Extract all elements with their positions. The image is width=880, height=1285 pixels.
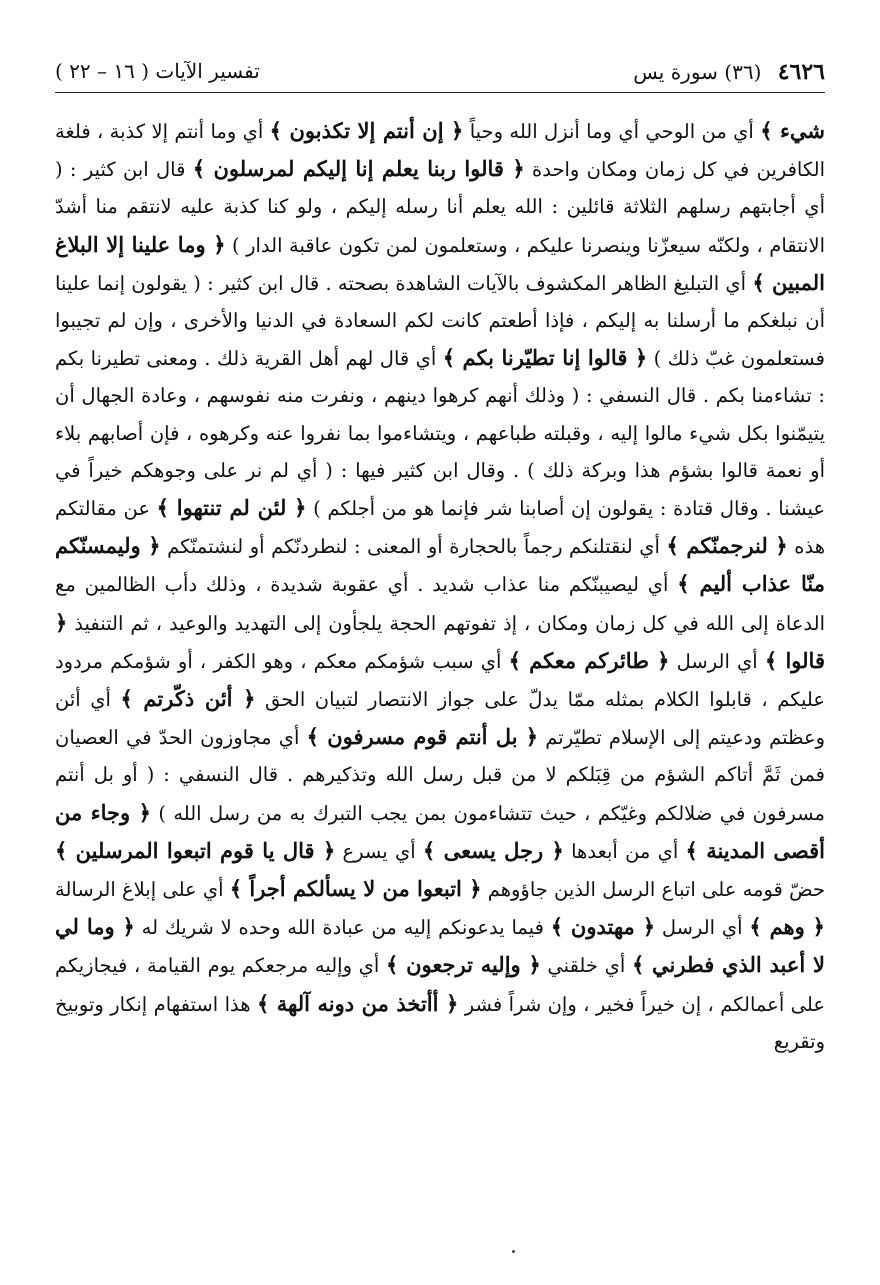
commentary-text: أي التبليغ الظاهر المكشوف بالآيات الشاهدة بصحته . قال ابن كثير : ( يقولون إنما علينا أن نبلغكم ما أرسلنا به إليكم ، فإذا أطعتم كانت لكم السعادة في الدنيا والأخرى ، وإن لم تجيبوا فستعلمون غبّ ذلك ) [55,271,825,371]
quran-quote: ﴿ قالوا إنا تطيّرنا بكم ﴾ [442,345,648,371]
quran-quote: ﴿ لئن لم تنتهوا ﴾ [156,495,307,521]
surah-title: (٣٦) سورة يس [633,60,762,84]
commentary-text: أي من الوحي أي وما أنزل الله وحياً [463,120,761,143]
paragraph [55,112,825,1060]
quran-quote: ﴿ وما لي لا أعبد الذي فطرني ﴾ [55,914,825,978]
quran-quote: ﴿ وإليه ترجعون ﴾ [386,952,541,978]
commentary-text: فيما يدعونكم إليه من عبادة الله وحده لا شريك له [134,916,551,940]
page-header [55,55,825,89]
quran-quote: ﴿ وجاء من أقصى المدينة ﴾ [55,799,825,863]
commentary-text: أي ليصيبنّكم منا عذاب شديد . أي عقوبة شديدة ، وذلك دأب الظالمين مع الدعاة إلى الله في كل زمان ومكان ، إذ تفوتهم الحجة يلجأون إلى التهديد والوعيد ، ثم التنفيذ [55,573,825,635]
quran-quote: ﴿ وهم ﴾ [749,914,825,940]
commentary-text: حضّ قومه على اتباع الرسل الذين جاؤوهم [481,878,826,902]
quran-quote: ﴿ إن أنتم إلا تكذبون ﴾ [269,118,464,143]
quran-quote: ﴿ أأتخذ من دونه آلهة ﴾ [256,990,459,1016]
quran-quote: ﴿ اتبعوا من لا يسألكم أجراً ﴾ [229,876,482,902]
commentary-text: أي وإليه مرجعكم يوم القيامة ، فيجازيكم على أعمالكم ، إن خيراً فخير ، وإن شراً فشر [55,954,825,1016]
body-text [55,112,825,1060]
quran-quote: ﴿ طائركم معكم ﴾ [508,647,670,673]
commentary-text: هذا استفهام إنكار وتوبيخ وتقريع [55,992,825,1053]
section-title: تفسير الآيات ( ١٦ – ٢٢ ) [55,59,260,83]
quran-quote: شيء ﴾ [760,118,825,143]
commentary-text: أي وما أنتم إلا كذبة ، فلغة الكافرين في كل زمان ومكان واحدة [55,120,825,182]
commentary-text: أي الرسل [655,916,750,940]
commentary-text: أي من أبعدها [563,839,686,863]
quran-quote: ﴿ قالوا ربنا يعلم إنا إليكم لمرسلون ﴾ [192,156,525,182]
quran-quote: ﴿ وليمسنّكم منّا عذاب أليم ﴾ [55,533,825,597]
commentary-text: عن مقالتكم هذه [55,497,826,559]
quran-quote: ﴿ مهتدون ﴾ [550,914,656,940]
quran-quote: ﴿ لنرجمنّكم ﴾ [666,533,788,559]
quran-quote: ﴿ قال يا قوم اتبعوا المرسلين ﴾ [55,837,336,863]
quran-quote: ﴿ قالوا ﴾ [55,609,825,673]
quran-quote: ﴿ بل أنتم قوم مسرفون ﴾ [306,724,539,750]
quran-quote: ﴿ وما علينا إلا البلاغ المبين ﴾ [55,231,826,295]
quran-quote: ﴿ أئن ذكّرتم ﴾ [120,686,256,712]
commentary-text: أي على إبلاغ الرسالة [55,878,230,902]
commentary-text: أي خلقني [540,954,632,978]
commentary-text: قال ابن كثير : ( أي أجابتهم رسلهم الثلاثة قائلين : الله يعلم أنا رسله إليكم ، ولو كنا كذبة عليه لانتقم منا أشدّ الانتقام ، ولكنّه سيعزّنا وينصرنا عليكم ، وستعلمون لمن تكون عاقبة الدار ) [55,158,825,257]
header-right [633,59,825,85]
commentary-text: أي الرسل [669,649,765,673]
header-divider [55,92,825,93]
quran-quote: ﴿ رجل يسعى ﴾ [422,837,564,863]
commentary-text: أي لنقتلنكم رجماً بالحجارة أو المعنى : لنطردنّكم أو لنشتمنّكم [160,535,667,559]
commentary-text: أي مجاوزون الحدّ في العصيان فمن ثَمَّ أتاكم الشؤم من قِبَلكم لا من قبل رسل الله وتذكيرهم . قال النسفي : ( أو بل أنتم مسرفون في ضلالكم وغيّكم ، حيث تتشاءمون بمن يجب التبرك به من رسل الله ) [55,726,825,825]
page-mark [512,1250,515,1253]
commentary-text: أي أئن وعظتم ودعيتم إلى الإسلام تطيّرتم [55,688,825,750]
commentary-text: أي يسرع [335,839,423,863]
commentary-text: أي سبب شؤمكم معكم ، وهو الكفر ، أو شؤمكم مردود عليكم ، قابلوا الكلام بمثله ممّا يدلّ على جواز الانتصار لتبيان الحق [55,649,825,712]
page-number: ٤٦٢٦ [777,59,825,85]
commentary-text: أي قال لهم أهل القرية ذلك . ومعنى تطيرنا بكم : تشاءمنا بكم . قال النسفي : ( وذلك أنهم كرهوا دينهم ، ونفرت منه نفوسهم ، وعادة الجهال أن يتيمّنوا بكل شيء مالوا إليه ، وقبلته طباعهم ، ويتشاءموا بما نفروا عنه وكرهوه ، فإن أصابهم بلاء أو نعمة قالوا بشؤم هذا وبركة ذلك ) . وقال ابن كثير فيها : ( أي لم نر على وجوهكم خيراً في عيشنا . وقال قتادة : يقولون إن أصابنا شر فإنما هو من أجلكم ) [55,347,825,521]
